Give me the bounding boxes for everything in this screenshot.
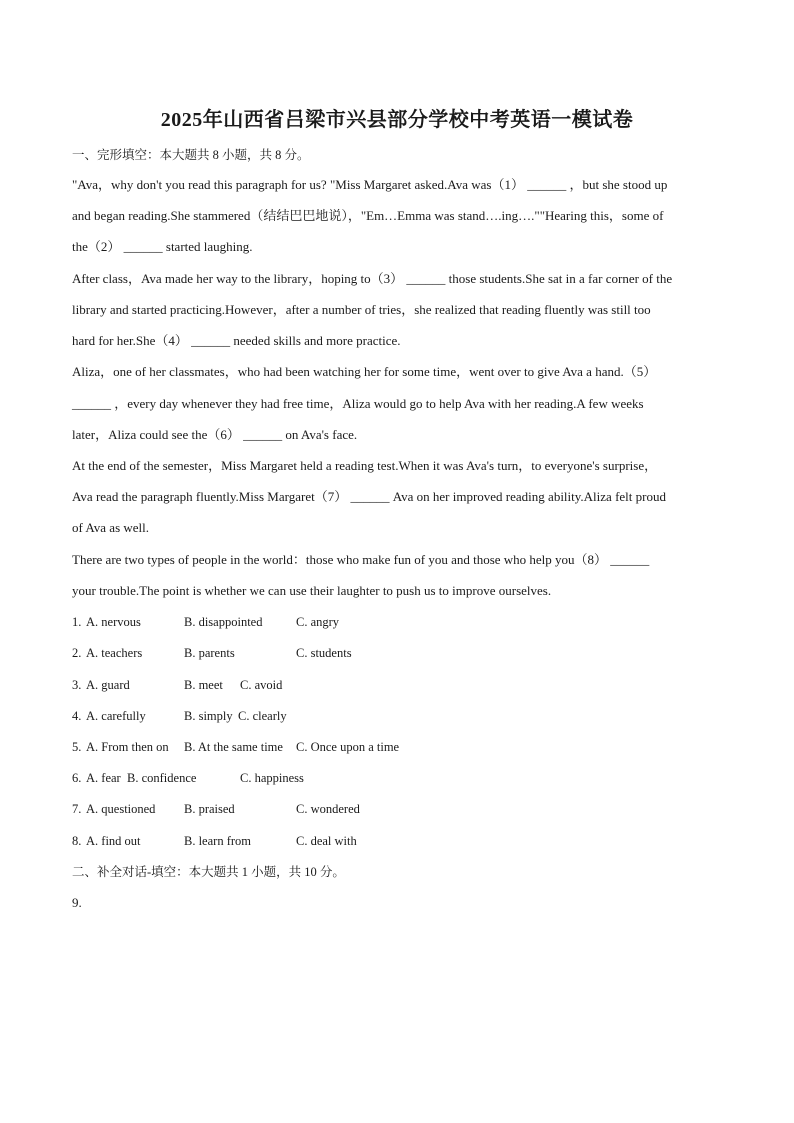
option-c: C. students — [296, 646, 352, 660]
passage-line: the（2） ______ started laughing. — [72, 239, 253, 254]
question-number: 9. — [72, 895, 82, 910]
option-a: A. teachers — [86, 646, 143, 660]
passage-line: hard for her.She（4） ______ needed skills and more practice. — [72, 333, 401, 348]
passage-line: At the end of the semester，Miss Margaret held a reading test.When it was Ava's turn，to everyone's surprise， — [72, 458, 658, 473]
option-b: B. confidence — [127, 771, 197, 785]
question-number: 6. — [72, 771, 82, 785]
passage-line: There are two types of people in the world：those who make fun of you and those who help you（8） ______ — [72, 552, 650, 567]
question-number: 8. — [72, 834, 82, 848]
option-a: A. nervous — [86, 615, 141, 629]
passage-line: Aliza，one of her classmates，who had been watching her for some time，went over to give Ava a hand.（5） — [72, 364, 657, 379]
option-c: C. happiness — [240, 771, 304, 785]
section-heading-cloze: 一、完形填空：本大题共 8 小题，共 8 分。 — [72, 148, 310, 162]
passage-line: Ava read the paragraph fluently.Miss Margaret（7） ______ Ava on her improved reading ability.Aliza felt proud — [72, 489, 666, 504]
option-b: B. meet — [184, 678, 223, 692]
option-b: B. At the same time — [184, 740, 283, 754]
option-a: A. guard — [86, 678, 130, 692]
question-number: 4. — [72, 709, 82, 723]
passage-line: and began reading.She stammered（结结巴巴地说），"Em…Emma was stand….ing….""Hearing this，some of — [72, 208, 664, 223]
question-number: 3. — [72, 678, 82, 692]
option-c: C. clearly — [238, 709, 287, 723]
option-c: C. avoid — [240, 678, 283, 692]
option-b: B. parents — [184, 646, 235, 660]
passage-line: After class，Ava made her way to the library，hoping to（3） ______ those students.She sat in a far corner of the — [72, 271, 673, 286]
passage-line: "Ava，why don't you read this paragraph for us? "Miss Margaret asked.Ava was（1） ______ ，but she stood up — [72, 177, 668, 192]
option-b: B. learn from — [184, 834, 251, 848]
passage-line: of Ava as well. — [72, 520, 150, 535]
option-a: A. find out — [86, 834, 141, 848]
option-a: A. fear — [86, 771, 121, 785]
section-heading-dialogue: 二、补全对话-填空：本大题共 1 小题，共 10 分。 — [72, 865, 345, 879]
page-title: 2025年山西省吕梁市兴县部分学校中考英语一模试卷 — [160, 109, 634, 131]
passage-line: ______ ，every day whenever they had free time，Aliza would go to help Ava with her reading.A few weeks — [72, 396, 644, 411]
option-a: A. carefully — [86, 709, 146, 723]
question-number: 2. — [72, 646, 82, 660]
question-number: 5. — [72, 740, 82, 754]
question-number: 1. — [72, 615, 82, 629]
question-number: 7. — [72, 802, 82, 816]
passage-line: your trouble.The point is whether we can use their laughter to push us to improve ourselves. — [72, 583, 552, 598]
option-a: A. From then on — [86, 740, 169, 754]
option-c: C. Once upon a time — [296, 740, 400, 754]
passage-line: library and started practicing.However，after a number of tries，she realized that reading fluently was still too — [72, 302, 651, 317]
option-a: A. questioned — [86, 802, 156, 816]
option-c: C. deal with — [296, 834, 357, 848]
option-c: C. wondered — [296, 802, 360, 816]
passage-line: later，Aliza could see the（6） ______ on Ava's face. — [72, 427, 358, 442]
option-b: B. disappointed — [184, 615, 263, 629]
option-c: C. angry — [296, 615, 340, 629]
option-b: B. praised — [184, 802, 235, 816]
option-b: B. simply — [184, 709, 233, 723]
